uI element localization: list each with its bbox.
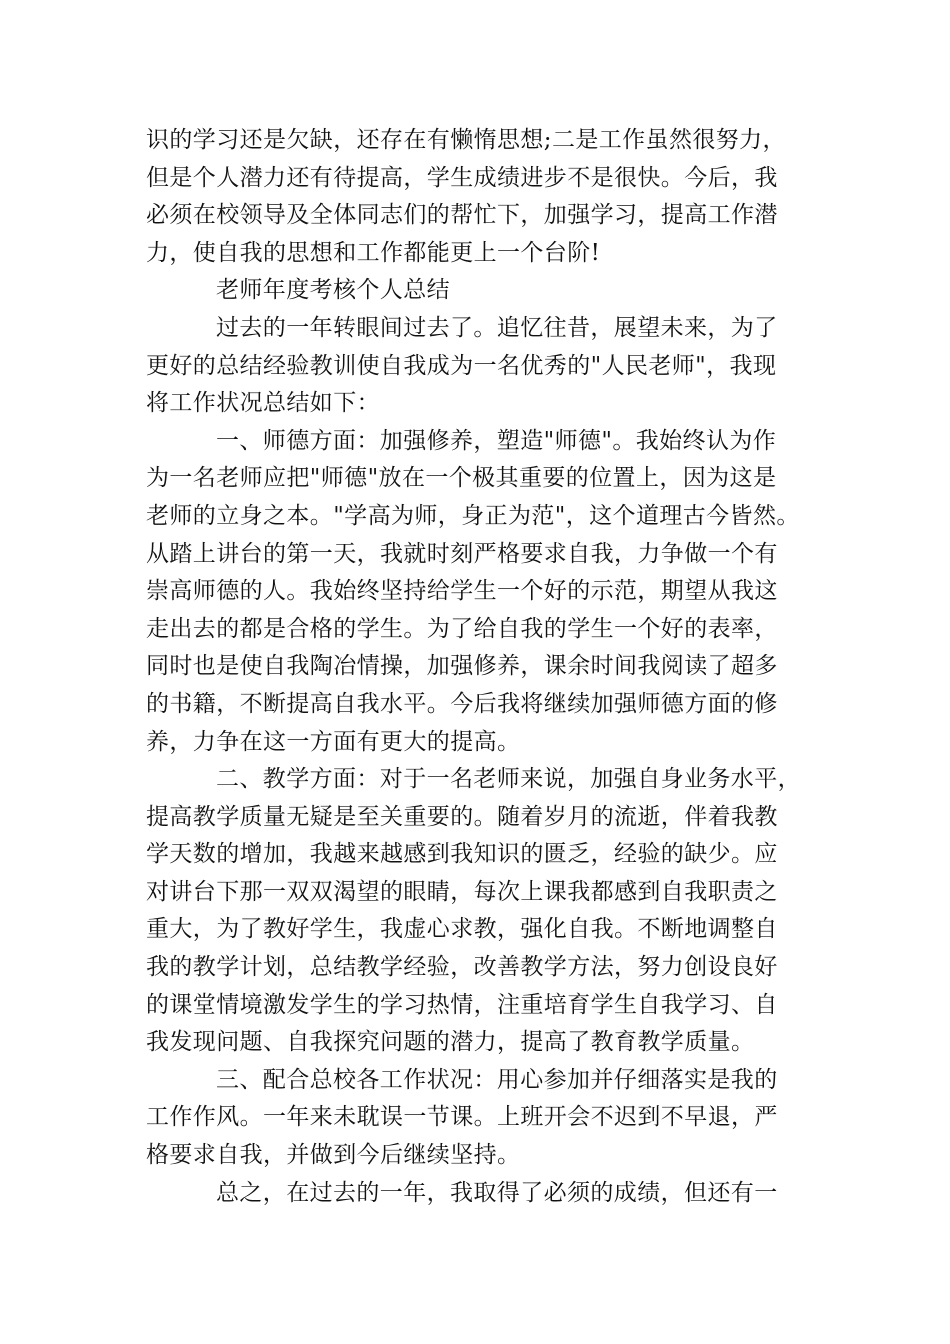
text-line: 重大，为了教好学生，我虚心求教，强化自我。不断地调整自 bbox=[146, 916, 778, 943]
paragraph-first-line: 老师年度考核个人总结 bbox=[216, 277, 450, 304]
text-line: 提高教学质量无疑是至关重要的。随着岁月的流逝，伴着我教 bbox=[146, 803, 778, 830]
text-line: 识的学习还是欠缺，还存在有懒惰思想;二是工作虽然很努力， bbox=[146, 127, 786, 153]
text-line: 同时也是使自我陶冶情操，加强修养，课余时间我阅读了超多 bbox=[146, 653, 778, 680]
text-line: 为一名老师应把"师德"放在一个极其重要的位置上，因为这是 bbox=[146, 465, 777, 492]
text-line: 格要求自我，并做到今后继续坚持。 bbox=[146, 1142, 521, 1169]
document-body bbox=[146, 122, 806, 1212]
paragraph-first-line: 三、配合总校各工作状况：用心参加并仔细落实是我的 bbox=[216, 1066, 778, 1093]
text-line: 将工作状况总结如下： bbox=[146, 390, 380, 417]
text-line: 养，力争在这一方面有更大的提高。 bbox=[146, 728, 521, 755]
paragraph-first-line: 总之，在过去的一年，我取得了必须的成绩，但还有一 bbox=[216, 1179, 778, 1206]
text-line: 从踏上讲台的第一天，我就时刻严格要求自我，力争做一个有 bbox=[146, 540, 778, 567]
paragraph-first-line: 二、教学方面：对于一名老师来说，加强自身业务水平， bbox=[216, 766, 801, 793]
paragraph-first-line: 过去的一年转眼间过去了。追忆往昔，展望未来，为了 bbox=[216, 314, 778, 341]
text-line: 的书籍，不断提高自我水平。今后我将继续加强师德方面的修 bbox=[146, 690, 778, 717]
text-line: 但是个人潜力还有待提高，学生成绩进步不是很快。今后，我 bbox=[146, 164, 778, 191]
text-line: 力，使自我的思想和工作都能更上一个台阶! bbox=[146, 239, 601, 266]
text-line: 老师的立身之本。"学高为师，身正为范"，这个道理古今皆然。 bbox=[146, 502, 800, 529]
text-line: 更好的总结经验教训使自我成为一名优秀的"人民老师"，我现 bbox=[146, 352, 777, 379]
text-line: 对讲台下那一双双渴望的眼睛，每次上课我都感到自我职责之 bbox=[146, 878, 778, 905]
text-line: 的课堂情境激发学生的学习热情，注重培育学生自我学习、自 bbox=[146, 991, 778, 1018]
text-line: 我发现问题、自我探究问题的潜力，提高了教育教学质量。 bbox=[146, 1029, 755, 1056]
paragraph-first-line: 一、师德方面：加强修养，塑造"师德"。我始终认为作 bbox=[216, 427, 777, 454]
text-line: 走出去的都是合格的学生。为了给自我的学生一个好的表率， bbox=[146, 615, 778, 642]
text-line: 工作作风。一年来未耽误一节课。上班开会不迟到不早退，严 bbox=[146, 1104, 778, 1131]
text-line: 必须在校领导及全体同志们的帮忙下，加强学习，提高工作潜 bbox=[146, 202, 778, 229]
text-line: 崇高师德的人。我始终坚持给学生一个好的示范，期望从我这 bbox=[146, 578, 778, 605]
text-line: 学天数的增加，我越来越感到我知识的匮乏，经验的缺少。应 bbox=[146, 841, 778, 868]
text-line: 我的教学计划，总结教学经验，改善教学方法，努力创设良好 bbox=[146, 954, 778, 981]
